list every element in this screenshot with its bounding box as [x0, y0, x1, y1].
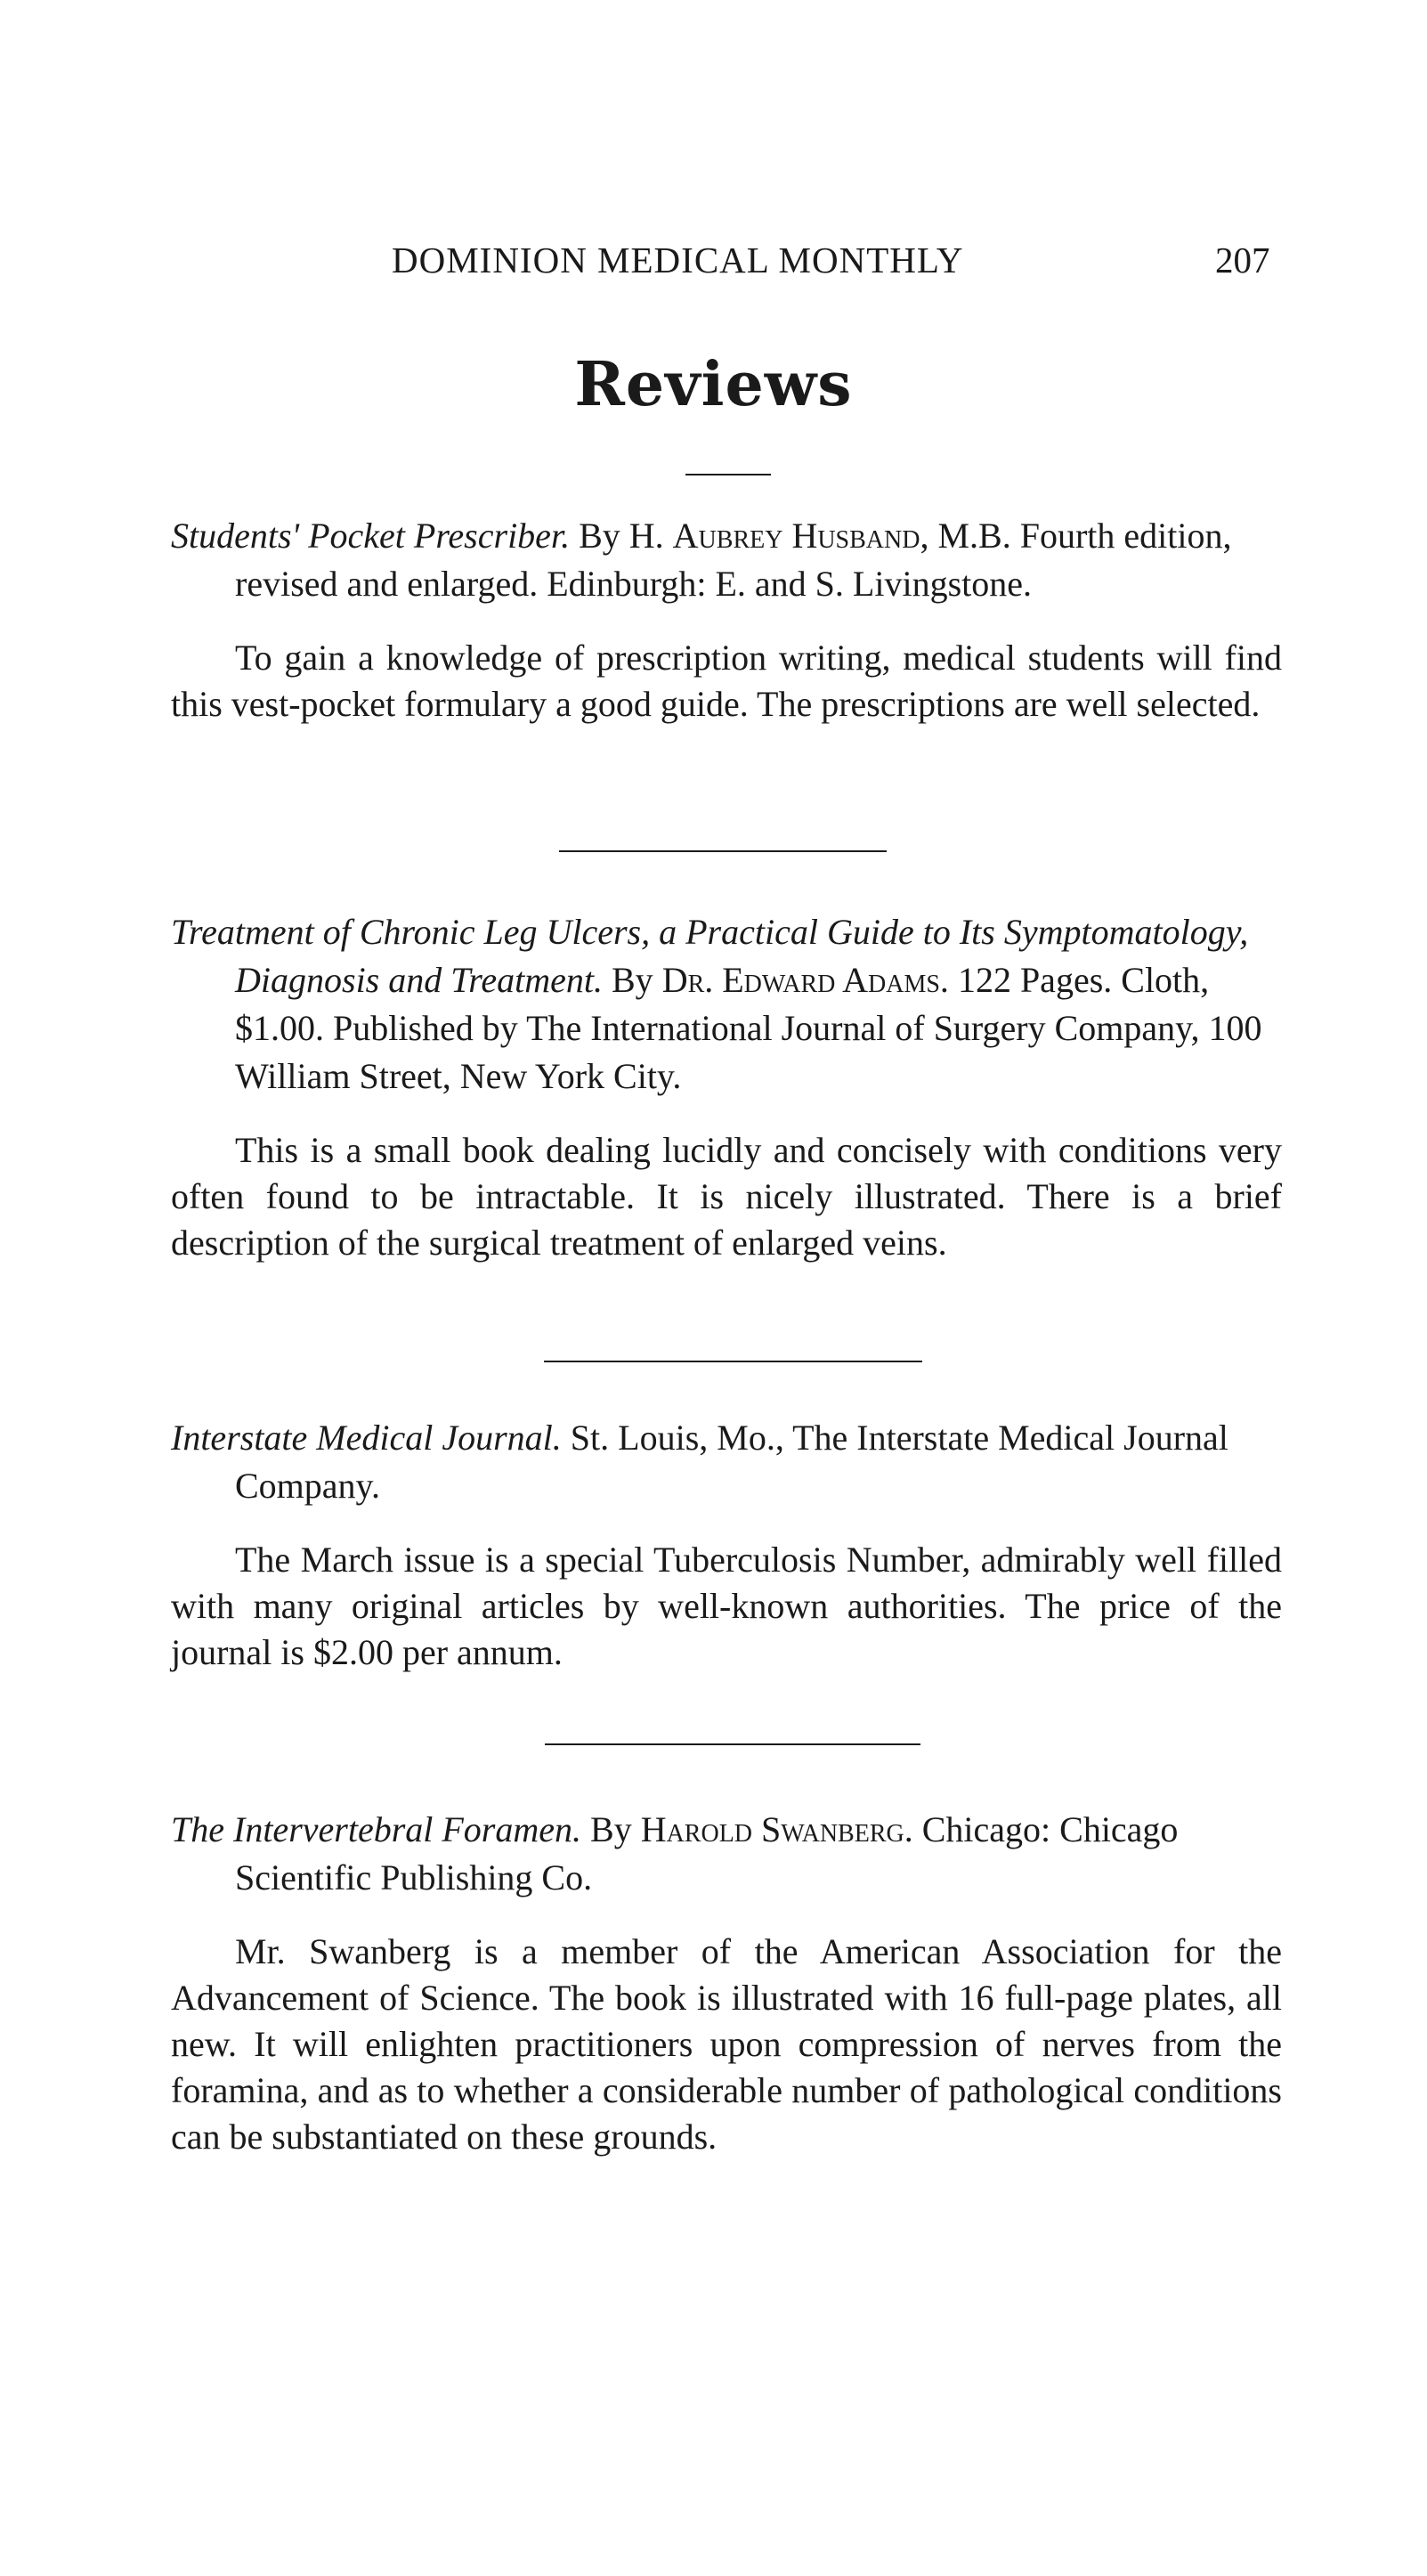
review-body: This is a small book dealing lucidly and concisely with conditions very often found to be intractable. It is nicely illustrated. There is a brief description of the surgical treatment of enlarged veins. — [171, 1130, 1282, 1263]
review-title: Treatment of Chronic Leg Ulcers, a Practical Guide to Its Symptomatology, Diagnosis and Treatment. — [171, 912, 1249, 1000]
review-by: By — [612, 960, 653, 1000]
review-citation — [171, 1806, 1282, 1902]
review-entry — [171, 1806, 1282, 2160]
review-details: St. Louis, Mo., The Interstate Medical Journal Company. — [235, 1418, 1228, 1506]
review-citation — [171, 908, 1282, 1101]
review-author: Dr. Edward Adams. — [661, 960, 949, 1000]
review-body: To gain a knowledge of prescription writing, medical students will find this vest-pocket formulary a good guide. The prescriptions are well selected. — [171, 638, 1282, 724]
review-by: By — [590, 1809, 632, 1849]
journal-name: DOMINION MEDICAL MONTHLY — [392, 240, 964, 280]
title-rule — [685, 474, 771, 475]
review-citation — [171, 512, 1282, 608]
review-author: Harold Swanberg. — [640, 1809, 913, 1849]
review-citation — [171, 1414, 1282, 1510]
review-details: Chicago: Chicago Scientific Publishing Co. — [235, 1809, 1179, 1897]
review-divider — [545, 1743, 920, 1745]
review-entry — [171, 1414, 1282, 1676]
review-divider — [559, 850, 887, 852]
review-title: Students' Pocket Prescriber. — [171, 516, 571, 556]
review-by: By H. — [579, 516, 664, 556]
review-entry — [171, 512, 1282, 727]
review-title: Interstate Medical Journal. — [171, 1418, 562, 1458]
review-details: 122 Pages. Cloth, $1.00. Published by The International Journal of Surgery Company, 100 William Street, New York City. — [235, 960, 1262, 1096]
page-number: 207 — [1215, 240, 1270, 280]
review-body: The March issue is a special Tuberculosis Number, admirably well filled with many original articles by well-known authorities. The price of the journal is $2.00 per annum. — [171, 1540, 1282, 1672]
review-divider — [544, 1361, 922, 1362]
review-details: M.B. Fourth edition, revised and enlarged. Edinburgh: E. and S. Livingstone. — [235, 516, 1232, 604]
review-author: Aubrey Husband, — [672, 516, 929, 556]
section-title: Reviews — [574, 349, 853, 420]
review-title: The Intervertebral Foramen. — [171, 1809, 582, 1849]
running-head — [0, 239, 1427, 292]
review-entry — [171, 908, 1282, 1266]
review-body: Mr. Swanberg is a member of the American Association for the Advancement of Science. The book is illustrated with 16 full-page plates, all new. It will enlighten practitioners upon compression of nerves from the foramina, and as to whether a considerable number of pathological conditions can be substantiated on these grounds. — [171, 1931, 1282, 2157]
